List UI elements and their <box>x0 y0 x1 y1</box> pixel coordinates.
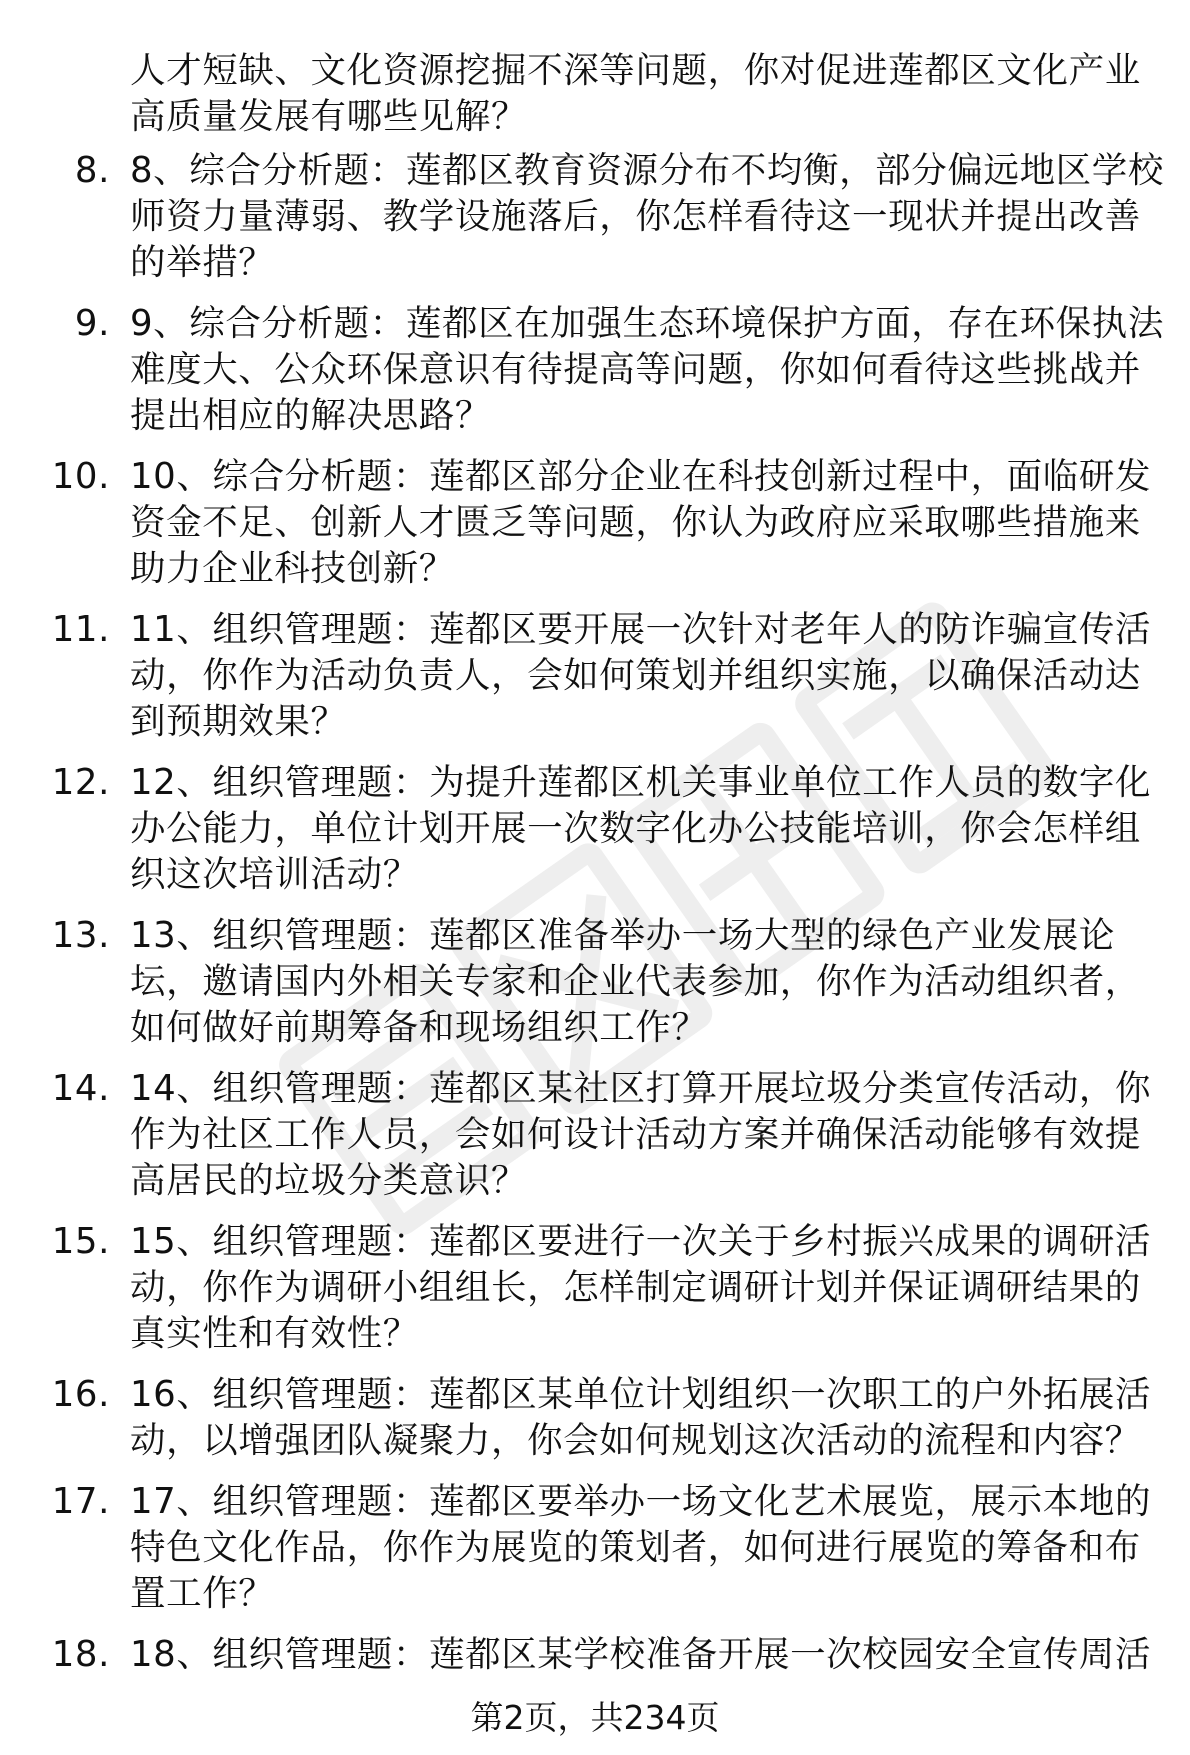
continuation-text: 人才短缺、文化资源挖掘不深等问题，你对促进莲都区文化产业高质量发展有哪些见解？ <box>130 50 1141 137</box>
question-item <box>0 760 1170 898</box>
question-item <box>0 1632 1170 1678</box>
question-number: 14. <box>51 1068 110 1109</box>
question-item <box>0 913 1170 1051</box>
question-text: 11、组织管理题：莲都区要开展一次针对老年人的防诈骗宣传活动，你作为活动负责人，会如何策划并组织实施，以确保活动达到预期效果？ <box>130 609 1152 742</box>
question-item <box>0 148 1170 286</box>
question-item <box>0 1372 1170 1464</box>
question-item <box>0 1479 1170 1617</box>
question-text: 10、综合分析题：莲都区部分企业在科技创新过程中，面临研发资金不足、创新人才匮乏等问题，你认为政府应采取哪些措施来助力企业科技创新？ <box>130 456 1152 589</box>
question-text: 16、组织管理题：莲都区某单位计划组织一次职工的户外拓展活动，以增强团队凝聚力，你会如何规划这次活动的流程和内容？ <box>130 1374 1152 1461</box>
question-number: 10. <box>51 456 110 497</box>
question-number: 17. <box>51 1481 110 1522</box>
question-number: 18. <box>51 1634 110 1675</box>
question-number: 12. <box>51 762 110 803</box>
question-text: 13、组织管理题：莲都区准备举办一场大型的绿色产业发展论坛，邀请国内外相关专家和企业代表参加，你作为活动组织者，如何做好前期筹备和现场组织工作？ <box>130 915 1141 1048</box>
question-text: 18、组织管理题：莲都区某学校准备开展一次校园安全宣传周活 <box>130 1634 1152 1675</box>
question-item <box>0 301 1170 439</box>
question-item <box>0 607 1170 745</box>
question-item <box>0 1066 1170 1204</box>
question-number: 15. <box>51 1221 110 1262</box>
question-text: 9、综合分析题：莲都区在加强生态环境保护方面，存在环保执法难度大、公众环保意识有待提高等问题，你如何看待这些挑战并提出相应的解决思路？ <box>130 303 1164 436</box>
question-item <box>0 454 1170 592</box>
page-footer: 第2页，共234页 <box>470 1698 720 1737</box>
question-text: 14、组织管理题：莲都区某社区打算开展垃圾分类宣传活动，你作为社区工作人员，会如何设计活动方案并确保活动能够有效提高居民的垃圾分类意识？ <box>130 1068 1152 1201</box>
question-text: 15、组织管理题：莲都区要进行一次关于乡村振兴成果的调研活动，你作为调研小组组长，怎样制定调研计划并保证调研结果的真实性和有效性？ <box>130 1221 1152 1354</box>
question-number: 9. <box>74 303 110 344</box>
question-number: 16. <box>51 1374 110 1415</box>
question-text: 17、组织管理题：莲都区要举办一场文化艺术展览，展示本地的特色文化作品，你作为展览的策划者，如何进行展览的筹备和布置工作？ <box>130 1481 1152 1614</box>
question-item <box>0 1219 1170 1357</box>
question-text: 12、组织管理题：为提升莲都区机关事业单位工作人员的数字化办公能力，单位计划开展一次数字化办公技能培训，你会怎样组织这次培训活动？ <box>130 762 1152 895</box>
question-number: 13. <box>51 915 110 956</box>
question-number: 11. <box>51 609 110 650</box>
question-list <box>0 148 1190 1693</box>
question-text: 8、综合分析题：莲都区教育资源分布不均衡，部分偏远地区学校师资力量薄弱、教学设施落后，你怎样看待这一现状并提出改善的举措？ <box>130 150 1164 283</box>
question-number: 8. <box>74 150 110 191</box>
